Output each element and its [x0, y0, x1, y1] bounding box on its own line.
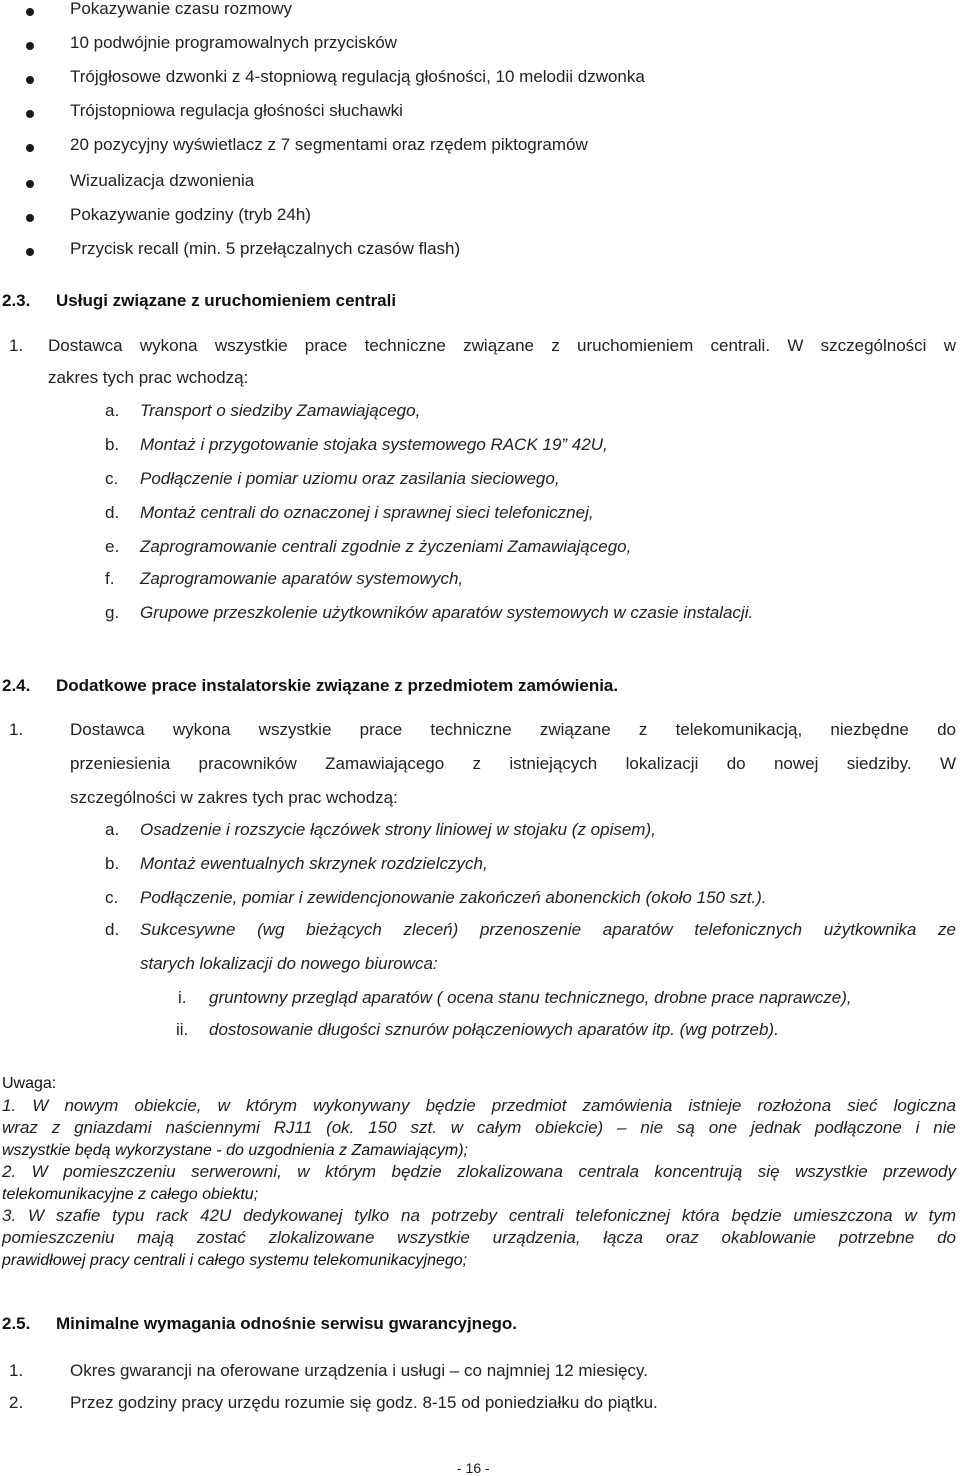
paragraph-line: Dostawca wykona wszystkie prace techniczne związane z uruchomieniem centrali. W szczególności w [48, 336, 956, 355]
section-number: 2.3. [2, 291, 31, 310]
item-letter: c. [105, 888, 119, 907]
note-line: pomieszczeniu mają zostać zlokalizowane wszystkie urządzenia, łącza oraz okablowanie potrzebne do [2, 1228, 956, 1247]
item-letter: a. [105, 401, 120, 420]
section-number: 2.4. [2, 676, 31, 695]
list-item: Zaprogramowanie centrali zgodnie z życzeniami Zamawiającego, [140, 537, 632, 556]
list-item: Okres gwarancji na oferowane urządzenia i usługi – co najmniej 12 miesięcy. [70, 1361, 648, 1380]
item-letter: f. [105, 569, 115, 588]
bullet-icon [26, 110, 34, 118]
item-number: 1. [9, 336, 24, 355]
document-page: Pokazywanie czasu rozmowy 10 podwójnie programowalnych przycisków Trójgłosowe dzwonki z 4-stopniową regulacją głośności, 10 melodii dzwonka Trójstopniowa regulacja głośności słuchawki 20 pozycyjny wyświetlacz z 7 segmentami oraz rzędem piktogramów Wizualizacja dzwonienia Pokazywanie godziny (tryb 24h) Przycisk recall (min. 5 przełączalnych czasów flash) 2.3. Usługi związane z uruchomieniem centrali 1. Dostawca wykona wszystkie prace techniczne związane z uruchomieniem centrali. W szczególności w zakres tych prac wchodzą: a. Transport o siedziby Zamawiającego, b. Montaż i przygotowanie stojaka systemowego RACK 19” 42U, c. Podłączenie i pomiar uziomu oraz zasilania sieciowego, d. Montaż centrali do oznaczonej i sprawnej sieci telefonicznej, e. Zaprogramowanie centrali zgodnie z życzeniami Zamawiającego, f. Zaprogramowanie aparatów systemowych, g. Grupowe przeszkolenie użytkowników aparatów systemowych w czasie instalacji. 2.4. Dodatkowe prace instalatorskie związane z przedmiotem zamówienia. 1. Dostawca wykona wszystkie prace techniczne związane z telekomunikacją, niezbędne do przeniesienia pracowników Zamawiającego z istniejących lokalizacji do nowej siedziby. W szczególności w zakres tych prac wchodzą: a. Osadzenie i rozszycie łączówek strony liniowej w stojaku (z opisem), b. Montaż ewentualnych skrzynek rozdzielczych, c. Podłączenie, pomiar i zewidencjonowanie zakończeń abonenckich (około 150 szt.). d. Sukcesywne (wg bieżących zleceń) przenoszenie aparatów telefonicznych użytkownika ze starych lokalizacji do nowego biurowca: i. gruntowny przegląd aparatów ( ocena stanu technicznego, drobne prace naprawcze), ii. dostosowanie długości sznurów połączeniowych aparatów itp. (wg potrzeb). Uwaga: 1. W nowym obiekcie, w którym wykonywany będzie przedmiot zamówienia istnieje rozłożona sieć logiczna wraz z gniazdami naściennymi RJ11 (ok. 150 szt. w całym obiekcie) – nie są one jednak podłączone i nie wszystkie będą wykorzystane - do uzgodnienia z Zamawiającym); 2. W pomieszczeniu serwerowni, w którym będzie zlokalizowana centrala koncentrują się wszystkie przewody telekomunikacyjne z całego obiektu; 3. W szafie typu rack 42U dedykowanej tylko na potrzeby centrali telefonicznej która będzie umieszczona w tym pomieszczeniu mają zostać zlokalizowane wszystkie urządzenia, łącza oraz okablowanie potrzebne do prawidłowej pracy centrali i całego systemu telekomunikacyjnego; 2.5. Minimalne wymagania odnośnie serwisu gwarancyjnego. 1. Okres gwarancji na oferowane urządzenia i usługi – co najmniej 12 miesięcy. 2. Przez godziny pracy urzędu rozumie się godz. 8-15 od poniedziałku do piątku. - 16 - [2, 0, 956, 1476]
notes-label: Uwaga: [2, 1075, 57, 1092]
paragraph-line: Dostawca wykona wszystkie prace techniczne związane z telekomunikacją, niezbędne do [70, 720, 956, 739]
item-letter: e. [105, 537, 120, 556]
roman-numeral: ii. [176, 1020, 189, 1039]
list-item: Podłączenie, pomiar i zewidencjonowanie zakończeń abonenckich (około 150 szt.). [140, 888, 767, 907]
list-item: gruntowny przegląd aparatów ( ocena stanu technicznego, drobne prace naprawcze), [209, 988, 852, 1007]
bullet-icon [26, 42, 34, 50]
item-number: 1. [9, 1361, 24, 1380]
list-item: Osadzenie i rozszycie łączówek strony liniowej w stojaku (z opisem), [140, 820, 656, 839]
paragraph-line: zakres tych prac wchodzą: [48, 368, 249, 387]
list-item: Montaż i przygotowanie stojaka systemowego RACK 19” 42U, [140, 435, 608, 454]
bullet-icon [26, 214, 34, 222]
bullet-icon [26, 76, 34, 84]
bullet-icon [26, 180, 34, 188]
item-letter: g. [105, 603, 120, 622]
section-title: Minimalne wymagania odnośnie serwisu gwarancyjnego. [56, 1314, 518, 1333]
roman-numeral: i. [178, 988, 187, 1007]
list-item: Montaż ewentualnych skrzynek rozdzielczych, [140, 854, 488, 873]
note-line: 2. W pomieszczeniu serwerowni, w którym będzie zlokalizowana centrala koncentrują się wszystkie przewody [2, 1162, 956, 1181]
note-line: 1. W nowym obiekcie, w którym wykonywany będzie przedmiot zamówienia istnieje rozłożona sieć logiczna [2, 1096, 956, 1115]
paragraph-line: przeniesienia pracowników Zamawiającego z istniejących lokalizacji do nowej siedziby. W [70, 754, 956, 773]
note-line: telekomunikacyjne z całego obiektu; [2, 1186, 259, 1203]
list-item: Podłączenie i pomiar uziomu oraz zasilania sieciowego, [140, 469, 560, 488]
paragraph-line: szczególności w zakres tych prac wchodzą: [70, 788, 398, 807]
list-item: dostosowanie długości sznurów połączeniowych aparatów itp. (wg potrzeb). [209, 1020, 779, 1039]
item-number: 2. [9, 1393, 24, 1412]
list-item: Transport o siedziby Zamawiającego, [140, 401, 421, 420]
list-item: Sukcesywne (wg bieżących zleceń) przenoszenie aparatów telefonicznych użytkownika ze [140, 920, 956, 939]
bullet-icon [26, 8, 34, 16]
section-number: 2.5. [2, 1314, 31, 1333]
list-item: Montaż centrali do oznaczonej i sprawnej sieci telefonicznej, [140, 503, 594, 522]
bullet-icon [26, 144, 34, 152]
note-line: 3. W szafie typu rack 42U dedykowanej tylko na potrzeby centrali telefonicznej która będzie umieszczona w tym [2, 1206, 956, 1225]
note-line: prawidłowej pracy centrali i całego systemu telekomunikacyjnego; [2, 1252, 468, 1269]
item-letter: b. [105, 854, 120, 873]
item-letter: d. [105, 503, 120, 522]
list-item: Zaprogramowanie aparatów systemowych, [140, 569, 464, 588]
item-letter: a. [105, 820, 120, 839]
item-letter: d. [105, 920, 120, 939]
note-line: wraz z gniazdami naściennymi RJ11 (ok. 150 szt. w całym obiekcie) – nie są one jednak podłączone i nie [2, 1118, 956, 1137]
list-item: Grupowe przeszkolenie użytkowników aparatów systemowych w czasie instalacji. [140, 603, 754, 622]
note-line: wszystkie będą wykorzystane - do uzgodnienia z Zamawiającym); [2, 1142, 468, 1159]
page-number: - 16 - [457, 1460, 490, 1476]
list-item: starych lokalizacji do nowego biurowca: [140, 954, 438, 973]
item-number: 1. [9, 720, 24, 739]
section-title: Dodatkowe prace instalatorskie związane z przedmiotem zamówienia. [56, 676, 619, 695]
item-letter: b. [105, 435, 120, 454]
list-item: Przez godziny pracy urzędu rozumie się godz. 8-15 od poniedziałku do piątku. [70, 1393, 658, 1412]
item-letter: c. [105, 469, 119, 488]
bullet-icon [26, 248, 34, 256]
section-title: Usługi związane z uruchomieniem centrali [56, 291, 397, 310]
